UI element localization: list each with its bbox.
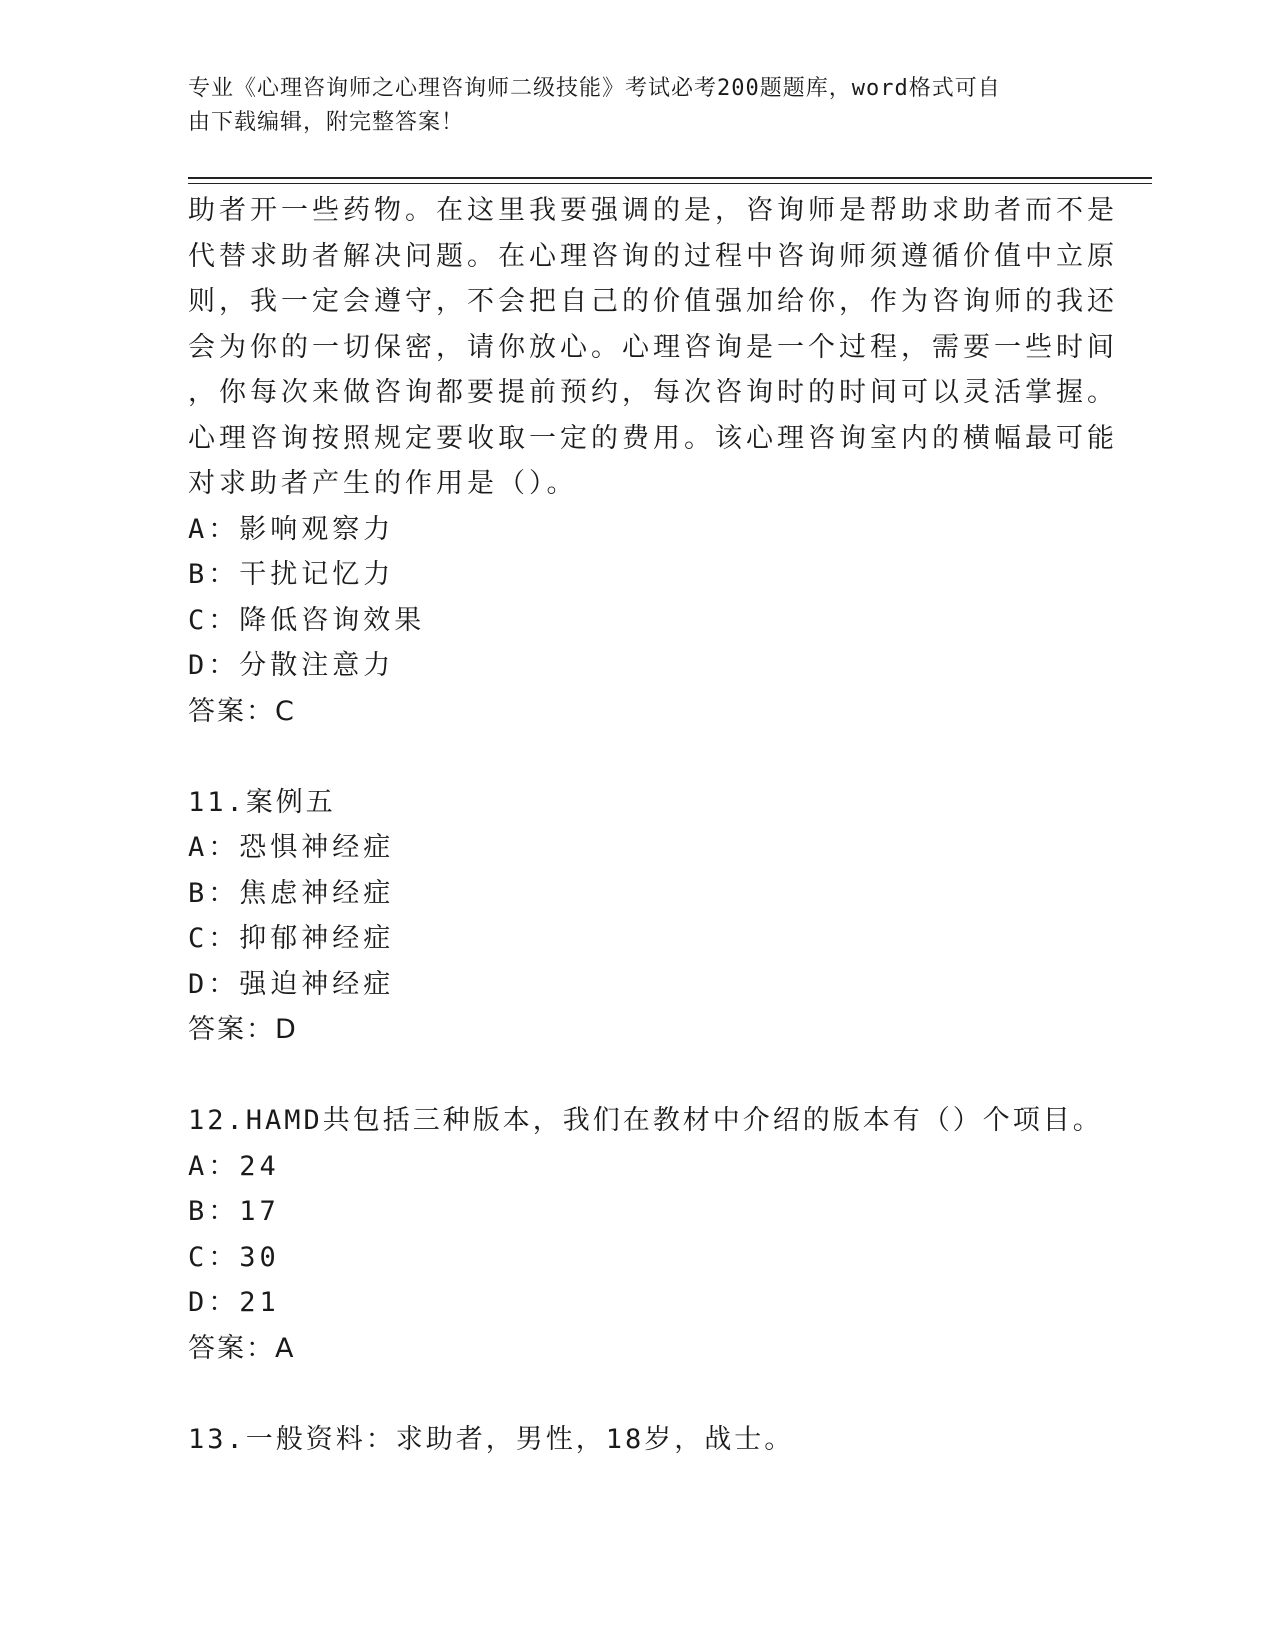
option-c: C：抑郁神经症 <box>188 923 395 954</box>
question-10-continued <box>188 188 1118 734</box>
spacer <box>188 1371 1068 1417</box>
option-b: B：17 <box>188 1196 280 1227</box>
passage-line: 会为你的一切保密，请你放心。心理咨询是一个过程，需要一些时间 <box>188 331 1118 363</box>
option-c: C：30 <box>188 1241 280 1273</box>
passage-line: 则，我一定会遵守，不会把自己的价值强加给你，作为咨询师的我还 <box>188 286 1118 317</box>
option-a: A：24 <box>188 1150 280 1182</box>
document-body <box>188 188 1118 1462</box>
question-title: 13.一般资料：求助者，男性，18岁，战士。 <box>188 1423 795 1455</box>
option-b: B：干扰记忆力 <box>188 559 395 590</box>
question-13 <box>188 1417 1068 1463</box>
passage-line: 心理咨询按照规定要收取一定的费用。该心理咨询室内的横幅最可能 <box>188 422 1118 454</box>
answer-line: 答案：C <box>188 695 296 727</box>
option-a: A：恐惧神经症 <box>188 832 395 863</box>
question-12 <box>188 1098 1103 1371</box>
passage-line: 代替求助者解决问题。在心理咨询的过程中咨询师须遵循价值中立原 <box>188 240 1118 272</box>
passage-line: 对求助者产生的作用是（）。 <box>188 468 578 499</box>
passage-line: ，你每次来做咨询都要提前预约，每次咨询时的时间可以灵活掌握。 <box>188 377 1118 408</box>
passage-line: 助者开一些药物。在这里我要强调的是，咨询师是帮助求助者而不是 <box>188 195 1118 226</box>
option-c: C：降低咨询效果 <box>188 604 426 636</box>
question-11 <box>188 780 1068 1053</box>
question-title: 12.HAMD共包括三种版本，我们在教材中介绍的版本有（）个项目。 <box>188 1105 1103 1136</box>
spacer <box>188 734 1068 780</box>
header-line-2: 由下载编辑，附完整答案！ <box>188 110 465 135</box>
option-a: A：影响观察力 <box>188 513 395 545</box>
option-d: D：分散注意力 <box>188 650 395 681</box>
header-rule-thin <box>188 183 1152 184</box>
answer-line: 答案：A <box>188 1332 296 1364</box>
spacer <box>188 1053 1068 1099</box>
answer-line: 答案：D <box>188 1014 298 1045</box>
document-header <box>188 72 1068 140</box>
header-line-1: 专业《心理咨询师之心理咨询师二级技能》考试必考200题题库，word格式可自 <box>188 76 1001 101</box>
option-d: D：强迫神经症 <box>188 968 395 1000</box>
option-d: D：21 <box>188 1287 280 1318</box>
option-b: B：焦虑神经症 <box>188 877 395 909</box>
question-title: 11.案例五 <box>188 786 336 818</box>
header-rule-thick <box>188 177 1152 179</box>
